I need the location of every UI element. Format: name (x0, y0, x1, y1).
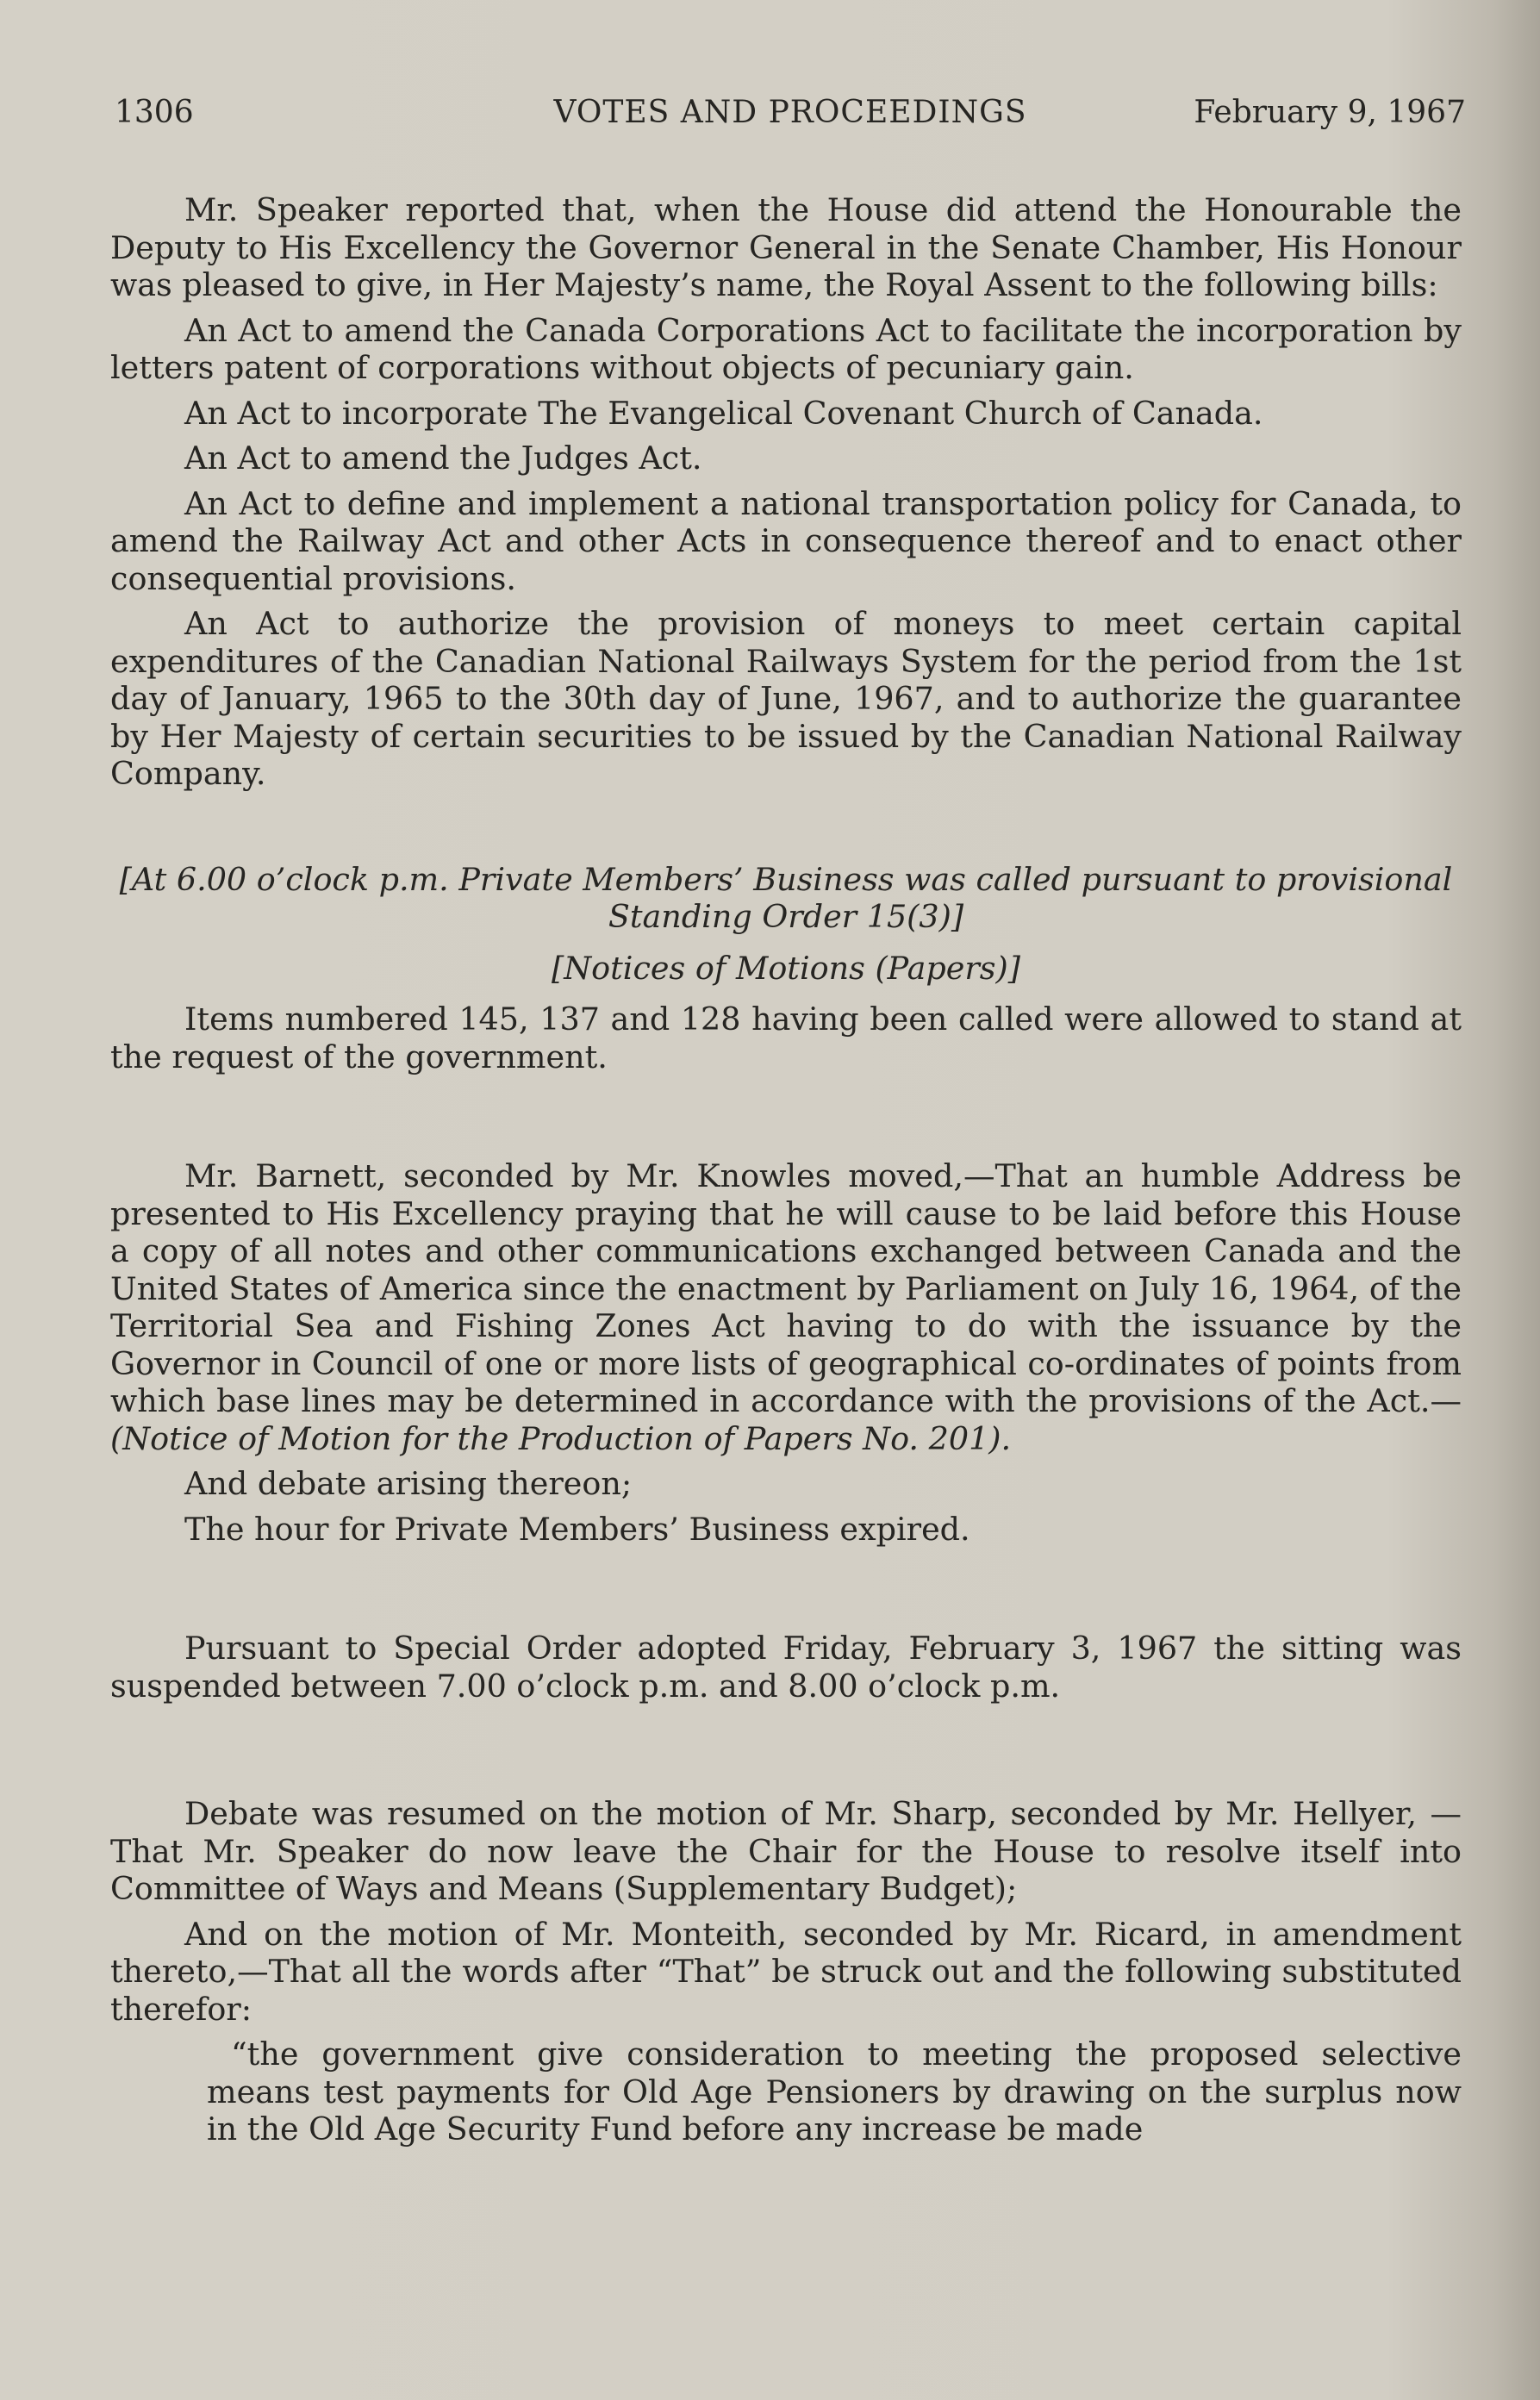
bill-judges-act: An Act to amend the Judges Act. (184, 439, 702, 477)
sitting-date: February 9, 1967 (1194, 95, 1466, 130)
bill-evangelical-covenant-church: An Act to incorporate The Evangelical Covenant Church of Canada. (184, 394, 1263, 432)
sitting-suspended-paragraph: Pursuant to Special Order adopted Friday, February 3, 1967 the sitting was suspended between 7.00 o’clock p.m. and 8.00 o’clock p.m. (110, 1630, 1462, 1705)
spacer (110, 1555, 1462, 1630)
journal-title: VOTES AND PROCEEDINGS (553, 95, 1027, 130)
bill-cn-railways: An Act to authorize the provision of moneys to meet certain capital expenditures of the Canadian National Railways System for the period from the 1st day of January, 1965 to the 30th day of June, 1967, and to authorize the guarantee by Her Majesty of certain securities to be issued by the Canadian National Railway Company. (110, 605, 1462, 792)
items-stand-paragraph: Items numbered 145, 137 and 128 having been called were allowed to stand at the request of the government. (110, 1001, 1462, 1075)
page-number: 1306 (115, 95, 194, 130)
page-body (110, 191, 1462, 2156)
amendment-quote: “the government give consideration to meeting the proposed selective means test payments for Old Age Pensioners by drawing on the surplus now in the Old Age Security Fund before any increase be made (207, 2035, 1462, 2148)
debate-arising-paragraph: And debate arising thereon; (184, 1465, 633, 1502)
spacer (110, 1712, 1462, 1795)
bill-corporations-act: An Act to amend the Canada Corporations Act to facilitate the incorporation by letters patent of corporations without objects of pecuniary gain. (110, 311, 1462, 386)
notices-of-motions-heading: [Notices of Motions (Papers)] (551, 949, 1020, 987)
barnett-motion-text: Mr. Barnett, seconded by Mr. Knowles moved,—That an humble Address be presented to His Excellency praying that he will cause to be laid before this House a copy of all notes and other communications exchanged between Canada and the United States of America since the enactment by Parliament on July 16, 1964, of the Territorial Sea and Fishing Zones Act having to do with the issuance by the Governor in Council of one or more lists of geographical co-ordinates of points from which base lines may be determined in accordance with the provisions of the Act.— (110, 1157, 1462, 1419)
page-header (115, 95, 1466, 138)
hour-expired-paragraph: The hour for Private Members’ Business expired. (184, 1510, 970, 1548)
barnett-motion-reference: (Notice of Motion for the Production of Papers No. 201). (110, 1419, 1012, 1457)
amendment-paragraph: And on the motion of Mr. Monteith, seconded by Mr. Ricard, in amendment thereto,—That all the words after “That” be struck out and the following substituted therefor: (110, 1915, 1462, 2028)
barnett-motion-paragraph (110, 1157, 1462, 1457)
spacer (110, 801, 1462, 861)
spacer (110, 1083, 1462, 1157)
bill-transportation-policy: An Act to define and implement a national transportation policy for Canada, to amend the Railway Act and other Acts in consequence thereof and to enact other consequential provisions. (110, 484, 1462, 597)
private-members-business-heading: [At 6.00 o’clock p.m. Private Members’ Business was called pursuant to provisional Standing Order 15(3)] (119, 860, 1453, 935)
royal-assent-paragraph: Mr. Speaker reported that, when the House did attend the Honourable the Deputy to His Excellency the Governor General in the Senate Chamber, His Honour was pleased to give, in Her Majesty’s name, the Royal Assent to the following bills: (110, 191, 1462, 303)
debate-resumed-paragraph: Debate was resumed on the motion of Mr. Sharp, seconded by Mr. Hellyer, —That Mr. Speaker do now leave the Chair for the House to resolve itself into Committee of Ways and Means (Supplementary Budget); (110, 1795, 1462, 1907)
